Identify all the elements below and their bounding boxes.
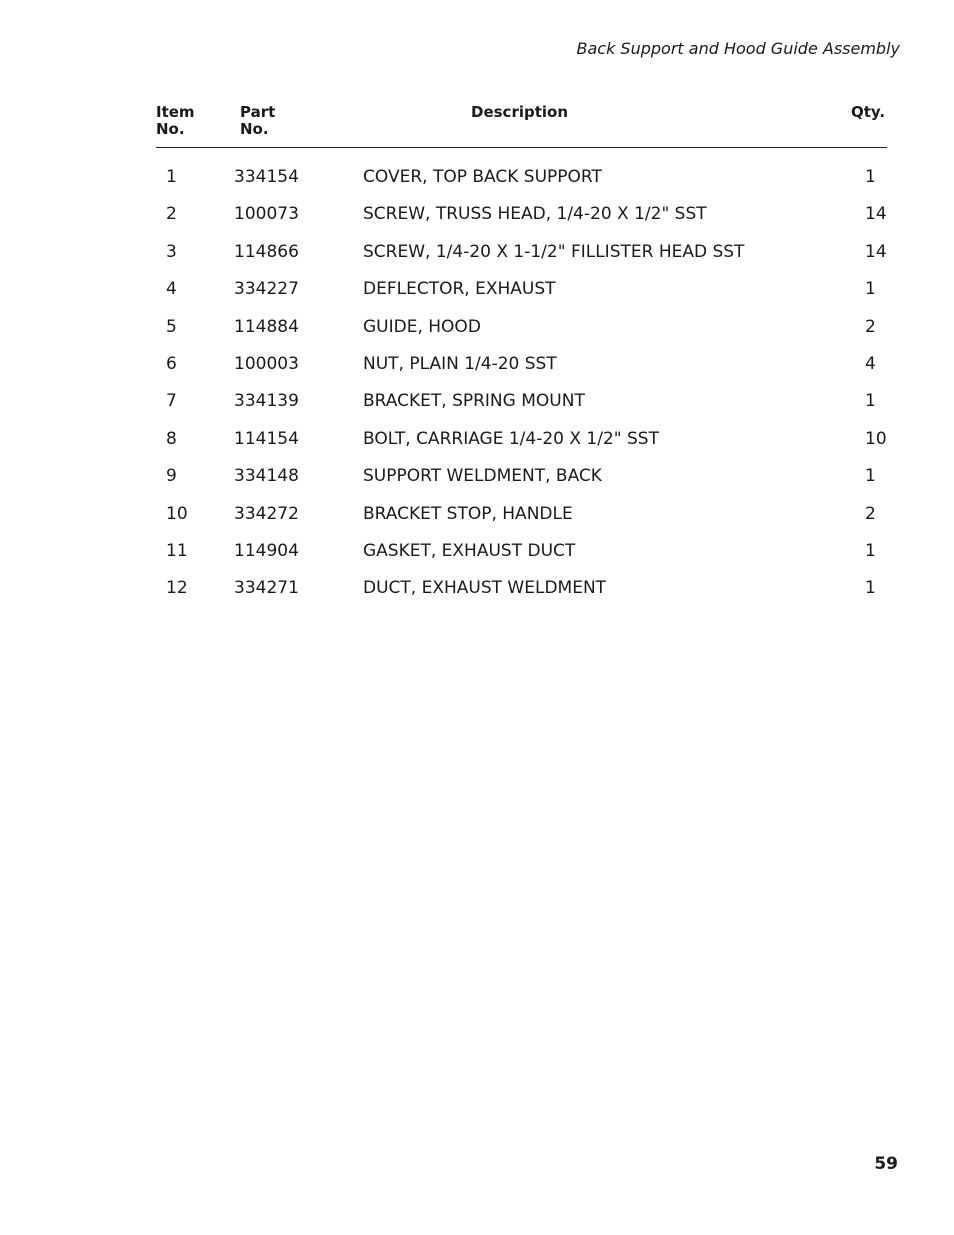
table-row xyxy=(0,458,954,495)
part-number: 334227 xyxy=(234,279,299,300)
part-description: SUPPORT WELDMENT, BACK xyxy=(363,466,602,487)
column-header-item-no xyxy=(156,104,195,138)
column-header-item-line2: No. xyxy=(156,120,185,138)
table-row xyxy=(0,570,954,607)
part-description: BRACKET STOP, HANDLE xyxy=(363,503,573,524)
table-row xyxy=(0,383,954,420)
part-number: 100003 xyxy=(234,353,299,374)
table-row xyxy=(0,271,954,308)
column-header-part-line1: Part xyxy=(240,103,276,121)
item-number: 8 xyxy=(166,428,177,449)
page-number: 59 xyxy=(874,1154,898,1174)
table-row xyxy=(0,421,954,458)
quantity: 1 xyxy=(865,279,876,300)
item-number: 7 xyxy=(166,391,177,412)
part-number: 334148 xyxy=(234,466,299,487)
item-number: 5 xyxy=(166,316,177,337)
part-description: BOLT, CARRIAGE 1/4-20 X 1/2" SST xyxy=(363,428,659,449)
part-description: NUT, PLAIN 1/4-20 SST xyxy=(363,353,557,374)
table-row xyxy=(0,159,954,196)
part-number: 114884 xyxy=(234,316,299,337)
item-number: 4 xyxy=(166,279,177,300)
part-description: GUIDE, HOOD xyxy=(363,316,481,337)
part-description: BRACKET, SPRING MOUNT xyxy=(363,391,585,412)
header-divider xyxy=(156,147,887,148)
table-row xyxy=(0,496,954,533)
part-description: SCREW, 1/4-20 X 1-1/2" FILLISTER HEAD SST xyxy=(363,241,745,262)
item-number: 10 xyxy=(166,503,188,524)
part-description: DEFLECTOR, EXHAUST xyxy=(363,279,556,300)
quantity: 4 xyxy=(865,353,876,374)
quantity: 14 xyxy=(865,241,887,262)
table-row xyxy=(0,309,954,346)
item-number: 12 xyxy=(166,578,188,599)
quantity: 1 xyxy=(865,167,876,187)
parts-table xyxy=(0,159,954,608)
part-number: 334154 xyxy=(234,167,299,187)
quantity: 1 xyxy=(865,540,876,561)
item-number: 1 xyxy=(166,167,177,187)
item-number: 2 xyxy=(166,204,177,225)
column-header-part-line2: No. xyxy=(240,120,269,138)
item-number: 9 xyxy=(166,466,177,487)
table-row xyxy=(0,533,954,570)
quantity: 2 xyxy=(865,316,876,337)
running-header-title: Back Support and Hood Guide Assembly xyxy=(576,39,900,58)
table-row xyxy=(0,196,954,233)
item-number: 11 xyxy=(166,540,188,561)
quantity: 10 xyxy=(865,428,887,449)
part-number: 334271 xyxy=(234,578,299,599)
part-number: 114154 xyxy=(234,428,299,449)
part-description: SCREW, TRUSS HEAD, 1/4-20 X 1/2" SST xyxy=(363,204,707,225)
quantity: 1 xyxy=(865,466,876,487)
column-header-qty: Qty. xyxy=(851,103,886,121)
part-description: GASKET, EXHAUST DUCT xyxy=(363,540,576,561)
part-number: 334272 xyxy=(234,503,299,524)
item-number: 3 xyxy=(166,241,177,262)
quantity: 14 xyxy=(865,204,887,225)
column-header-part-no xyxy=(240,104,275,138)
quantity: 2 xyxy=(865,503,876,524)
part-description: DUCT, EXHAUST WELDMENT xyxy=(363,578,607,599)
column-header-description: Description xyxy=(471,103,569,121)
item-number: 6 xyxy=(166,353,177,374)
part-number: 114904 xyxy=(234,540,299,561)
part-description: COVER, TOP BACK SUPPORT xyxy=(363,167,602,187)
column-header-item-line1: Item xyxy=(156,103,195,121)
part-number: 100073 xyxy=(234,204,299,225)
part-number: 334139 xyxy=(234,391,299,412)
table-row xyxy=(0,346,954,383)
part-number: 114866 xyxy=(234,241,299,262)
quantity: 1 xyxy=(865,578,876,599)
quantity: 1 xyxy=(865,391,876,412)
table-row xyxy=(0,234,954,271)
